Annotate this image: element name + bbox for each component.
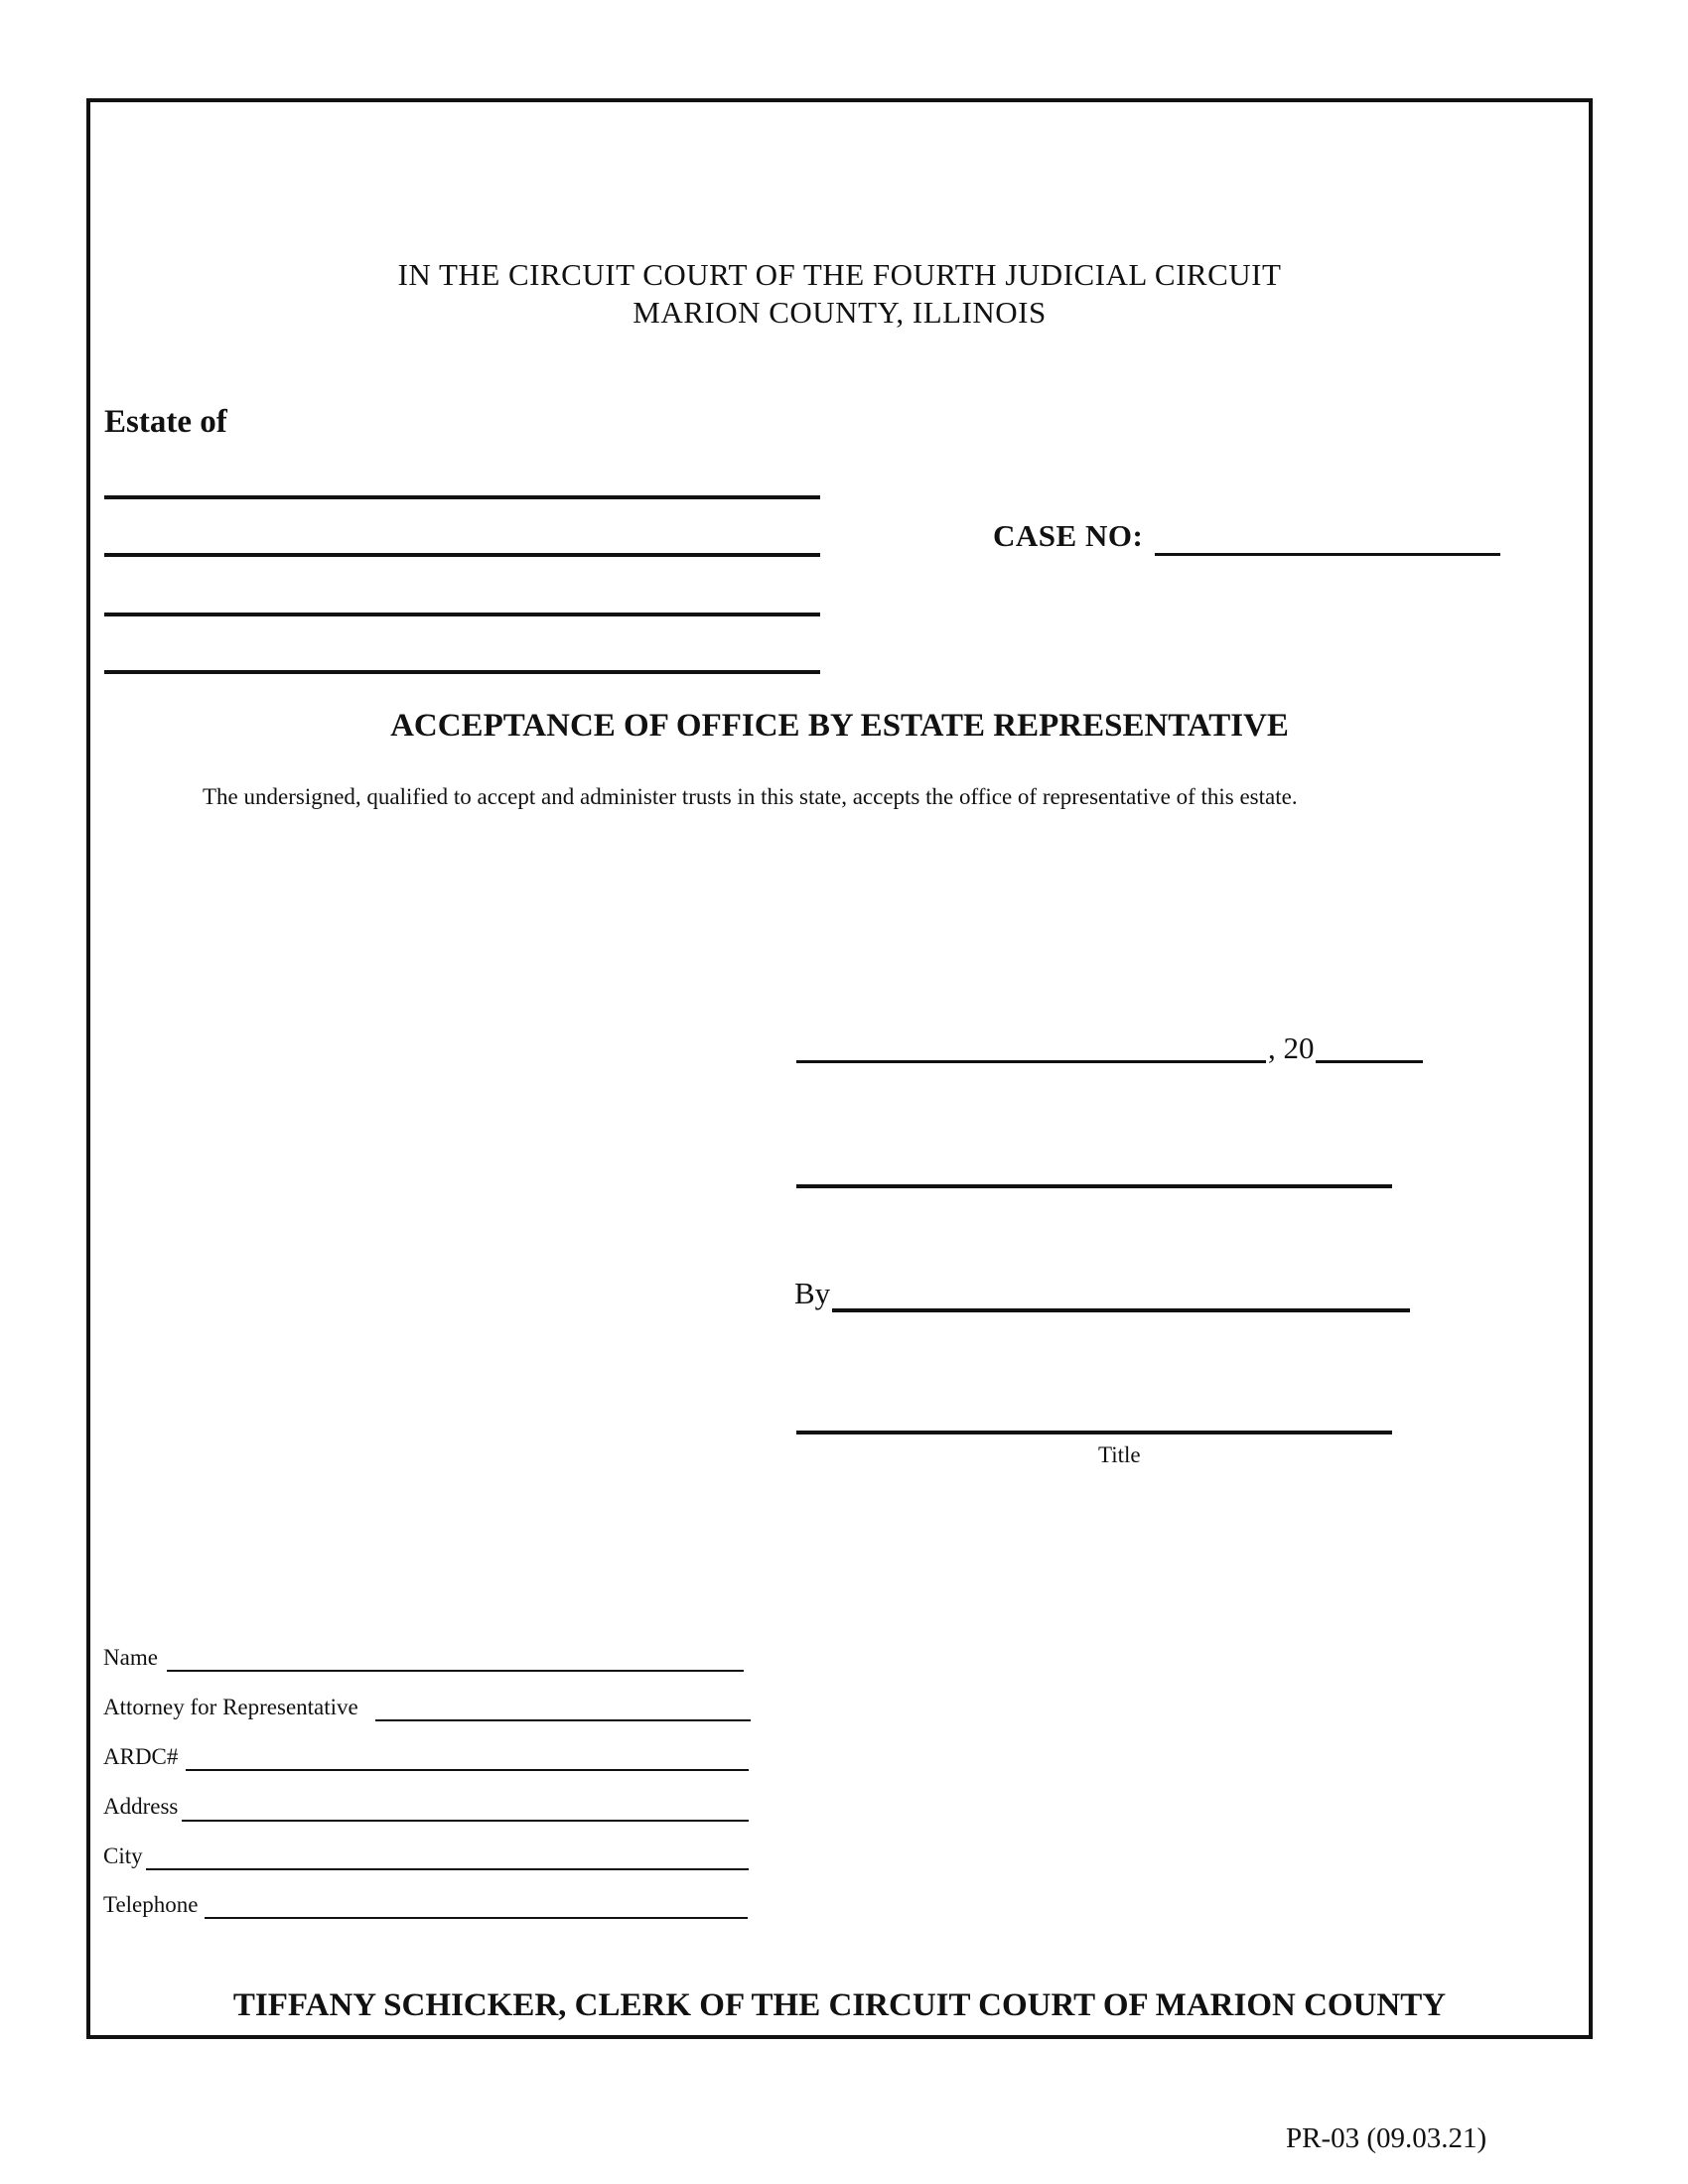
attorney-for-representative-label: Attorney for Representative bbox=[103, 1695, 358, 1719]
title-field[interactable] bbox=[796, 1431, 1392, 1434]
representative-signature-line[interactable] bbox=[796, 1184, 1392, 1188]
form-border bbox=[86, 98, 1593, 2039]
by-signature-line[interactable] bbox=[832, 1308, 1410, 1312]
telephone-field[interactable] bbox=[205, 1917, 748, 1919]
case-number-field[interactable] bbox=[1155, 553, 1500, 556]
address-field[interactable] bbox=[182, 1820, 749, 1822]
case-number-label: CASE NO: bbox=[993, 518, 1144, 553]
estate-of-label: Estate of bbox=[104, 404, 227, 440]
attorney-name-label: Name bbox=[103, 1645, 158, 1670]
by-label: By bbox=[794, 1276, 831, 1310]
form-code: PR-03 (09.03.21) bbox=[1286, 2122, 1487, 2154]
date-field[interactable] bbox=[796, 1060, 1266, 1063]
estate-name-line-4[interactable] bbox=[104, 670, 820, 674]
attorney-name-field[interactable] bbox=[167, 1670, 744, 1672]
document-title: ACCEPTANCE OF OFFICE BY ESTATE REPRESENTATIVE bbox=[390, 708, 1289, 744]
city-label: City bbox=[103, 1843, 143, 1868]
title-caption: Title bbox=[1098, 1442, 1141, 1467]
ardc-field[interactable] bbox=[186, 1769, 749, 1771]
acceptance-statement: The undersigned, qualified to accept and administer trusts in this state, accepts the office of representative of this estate. bbox=[203, 784, 1298, 809]
estate-name-line-3[interactable] bbox=[104, 613, 820, 616]
estate-name-line-1[interactable] bbox=[104, 495, 820, 499]
court-heading-line2: MARION COUNTY, ILLINOIS bbox=[633, 295, 1047, 330]
estate-name-line-2[interactable] bbox=[104, 553, 820, 557]
address-label: Address bbox=[103, 1794, 179, 1819]
year-field[interactable] bbox=[1316, 1060, 1423, 1063]
telephone-label: Telephone bbox=[103, 1892, 199, 1917]
year-prefix: , 20 bbox=[1268, 1030, 1315, 1065]
ardc-label: ARDC# bbox=[103, 1744, 179, 1769]
court-heading-line1: IN THE CIRCUIT COURT OF THE FOURTH JUDICIAL CIRCUIT bbox=[397, 257, 1282, 292]
attorney-for-representative-field[interactable] bbox=[375, 1719, 751, 1721]
city-field[interactable] bbox=[146, 1868, 749, 1870]
clerk-footer: TIFFANY SCHICKER, CLERK OF THE CIRCUIT COURT OF MARION COUNTY bbox=[232, 1987, 1447, 2023]
